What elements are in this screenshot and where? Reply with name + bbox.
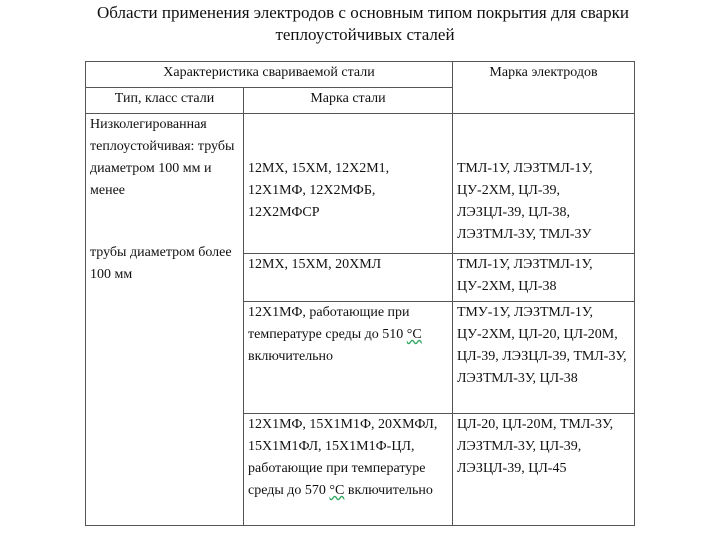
steel-row-4-unit: °С bbox=[329, 483, 345, 498]
header-steel-grade: Марка стали bbox=[244, 88, 453, 114]
steel-grade-row-3 bbox=[244, 302, 453, 414]
steel-type-large-pipes: трубы диаметром более 100 мм bbox=[90, 245, 232, 282]
header-electrode-grade: Марка электродов bbox=[453, 62, 635, 114]
steel-row-3-unit: °С bbox=[406, 327, 422, 342]
header-steel-characteristic: Характеристика свариваемой стали bbox=[86, 62, 453, 88]
steel-row-4-text-b: включительно bbox=[344, 483, 433, 498]
steel-row-4-text-a: 12Х1МФ, 15Х1М1Ф, 20ХМФЛ, 15Х1М1ФЛ, 15Х1М1Ф-ЦЛ, работающие при температуре среды до 570 bbox=[248, 417, 438, 498]
title-line-2: теплоустойчивых сталей bbox=[275, 25, 455, 44]
electrode-grade-row-4: ЦЛ-20, ЦЛ-20М, ТМЛ-3У, ЛЭЗТМЛ-3У, ЦЛ-39, ЛЭЗЦЛ-39, ЦЛ-45 bbox=[453, 414, 635, 526]
steel-type-small-pipes: Низколегированная теплоустойчивая: трубы диаметром 100 мм и менее bbox=[90, 117, 235, 198]
steel-row-3-text-b: включительно bbox=[248, 349, 334, 364]
document-title bbox=[0, 2, 720, 46]
steel-type-cell bbox=[86, 114, 244, 526]
title-line-1: Области применения электродов с основным типом покрытия для сварки bbox=[97, 3, 629, 22]
steel-grade-row-2: 12МХ, 15ХМ, 20ХМЛ bbox=[244, 254, 453, 302]
steel-grade-row-4 bbox=[244, 414, 453, 526]
electrode-grade-row-3: ТМУ-1У, ЛЭЗТМЛ-1У, ЦУ-2ХМ, ЦЛ-20, ЦЛ-20М, ЦЛ-39, ЛЭЗЦЛ-39, ТМЛ-3У, ЛЭЗТМЛ-3У, ЦЛ-38 bbox=[453, 302, 635, 414]
electrode-table bbox=[85, 61, 635, 526]
electrode-grade-row-1: ТМЛ-1У, ЛЭЗТМЛ-1У, ЦУ-2ХМ, ЦЛ-39, ЛЭЗЦЛ-39, ЦЛ-38, ЛЭЗТМЛ-3У, ТМЛ-3У bbox=[453, 114, 635, 254]
electrode-grade-row-2: ТМЛ-1У, ЛЭЗТМЛ-1У, ЦУ-2ХМ, ЦЛ-38 bbox=[453, 254, 635, 302]
steel-grade-row-1: 12МХ, 15ХМ, 12Х2М1, 12Х1МФ, 12Х2МФБ, 12Х2МФСР bbox=[244, 114, 453, 254]
steel-row-3-text-a: 12Х1МФ, работающие при температуре среды до 510 bbox=[248, 305, 410, 342]
header-steel-type-class: Тип, класс стали bbox=[86, 88, 244, 114]
